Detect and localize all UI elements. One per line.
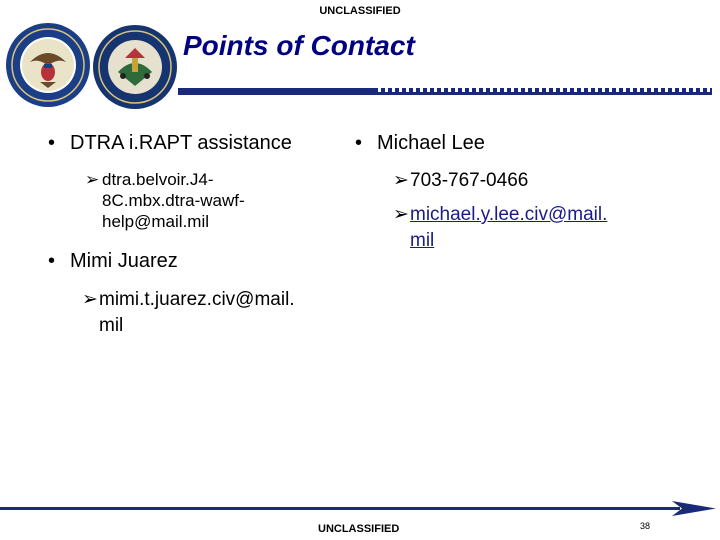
agency-seal-logo [92, 24, 178, 110]
arrow-bullet-icon: ➢ [393, 170, 409, 191]
bullet-mimi-juarez: • Mimi Juarez [48, 250, 178, 272]
sub-bullet-mimi-email[interactable]: ➢ mimi.t.juarez.civ@mail. mil [82, 289, 295, 336]
page-title: Points of Contact [183, 30, 415, 61]
header-underline [178, 92, 712, 95]
bullet-dot: • [355, 132, 363, 154]
arrow-bullet-icon: ➢ [393, 204, 409, 225]
sub-bullet-dtra-email[interactable]: ➢ dtra.belvoir.J4- 8C.mbx.dtra-wawf- help@mail.mil [85, 170, 245, 231]
sub-bullet-michael-phone: ➢ 703-767-0466 [393, 168, 693, 194]
classification-top: UNCLASSIFIED [319, 5, 401, 17]
bullet-dtra-assistance: • DTRA i.RAPT assistance [48, 132, 292, 154]
arrow-bullet-icon: ➢ [82, 289, 98, 310]
sub-bullet-michael-email[interactable] [393, 202, 693, 254]
bullet-dot: • [48, 250, 56, 272]
michael-email-link[interactable]: michael.y.lee.civ@mail. [410, 204, 608, 225]
michael-email-link-cont[interactable]: mil [410, 230, 435, 251]
page-number: 38 [640, 521, 651, 531]
dtra-seal-logo [5, 22, 91, 108]
header-rule [178, 82, 712, 89]
bullet-michael-lee: • Michael Lee [355, 132, 485, 154]
bullet-dot: • [48, 132, 56, 154]
footer-arrow-rule [0, 497, 720, 519]
arrow-bullet-icon: ➢ [85, 170, 100, 189]
classification-bottom: UNCLASSIFIED [318, 523, 400, 535]
